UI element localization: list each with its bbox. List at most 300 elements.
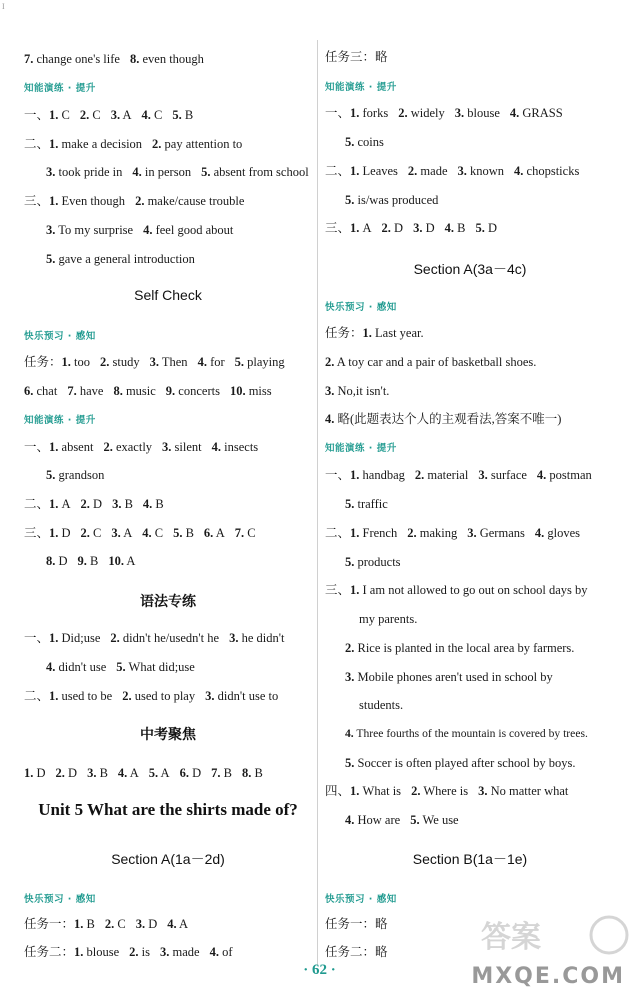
item-answer: D xyxy=(422,221,435,235)
section-heading: 中考聚焦 xyxy=(140,727,196,743)
answer-item xyxy=(129,945,150,959)
answer-item xyxy=(410,813,458,827)
answer-item xyxy=(116,660,195,674)
answer-item xyxy=(162,440,202,454)
item-answer: used to play xyxy=(131,689,196,703)
item-number: 3. xyxy=(112,497,122,511)
answer-item xyxy=(212,440,259,454)
item-number: 2. xyxy=(135,194,145,208)
item-answer: made xyxy=(169,945,200,959)
item-number: 4. xyxy=(46,660,56,674)
item-answer: French xyxy=(359,526,398,540)
item-number: 1. xyxy=(49,689,59,703)
part-prefix: 三、 xyxy=(325,221,351,235)
answer-item xyxy=(325,384,389,398)
item-number: 4. xyxy=(167,917,177,931)
answer-item xyxy=(135,194,244,208)
answer-item xyxy=(113,384,155,398)
answer-item xyxy=(345,193,438,207)
item-answer: A xyxy=(120,526,133,540)
item-number: 3. xyxy=(149,355,159,369)
item-answer: Soccer is often played after school by boys. xyxy=(354,756,576,770)
item-answer: B xyxy=(251,766,263,780)
item-number: 10. xyxy=(108,554,124,568)
answer-item xyxy=(24,384,57,398)
item-number: 3. xyxy=(110,108,121,122)
answer-item xyxy=(445,221,466,235)
item-answer: B xyxy=(181,108,194,122)
answer-line xyxy=(325,382,389,400)
item-number: 2. xyxy=(407,164,418,178)
answer-item xyxy=(345,756,576,770)
item-answer: 略(此题表达个人的主观看法,答案不唯一) xyxy=(334,412,562,426)
section-tag: 知能演练 · 提升 xyxy=(24,415,96,426)
answer-item xyxy=(49,631,100,645)
answer-item xyxy=(345,555,401,569)
item-answer: A xyxy=(124,554,136,568)
item-answer: material xyxy=(424,468,469,482)
item-answer: absent from school xyxy=(210,165,309,179)
item-answer: surface xyxy=(487,468,527,482)
item-number: 8. xyxy=(241,766,252,780)
item-answer: insects xyxy=(221,440,259,454)
item-number: 7. xyxy=(67,384,77,398)
item-number: 4. xyxy=(534,526,545,540)
part-prefix: 一、 xyxy=(24,108,50,122)
item-number: 1. xyxy=(350,106,360,120)
item-number: 6. xyxy=(179,766,189,780)
answer-item xyxy=(112,497,133,511)
item-number: 1. xyxy=(49,526,59,540)
item-number: 3. xyxy=(87,766,97,780)
answer-line xyxy=(325,782,568,800)
item-answer: B xyxy=(182,526,194,540)
answer-item xyxy=(49,137,142,151)
item-answer: C xyxy=(150,108,163,122)
part-prefix: 三、 xyxy=(24,526,50,540)
item-number: 1. xyxy=(49,137,59,151)
answer-item xyxy=(46,223,133,237)
answer-item xyxy=(535,526,580,540)
answer-item xyxy=(172,108,193,122)
item-number: 4. xyxy=(444,221,454,235)
item-answer: is xyxy=(138,945,150,959)
item-answer: music xyxy=(122,384,156,398)
item-answer: known xyxy=(466,164,505,178)
answer-item xyxy=(103,440,152,454)
answer-item xyxy=(345,727,588,740)
answer-item xyxy=(325,412,561,426)
answer-item xyxy=(235,526,256,540)
item-answer: took pride in xyxy=(55,165,123,179)
answer-item xyxy=(350,583,587,597)
item-number: 4. xyxy=(132,165,142,179)
item-number: 5. xyxy=(201,165,211,179)
item-answer: Where is xyxy=(420,784,469,798)
answer-item xyxy=(411,784,468,798)
item-answer: even though xyxy=(139,52,204,66)
item-number: 4. xyxy=(325,412,335,426)
answer-item xyxy=(210,945,233,959)
item-number: 4. xyxy=(209,945,219,959)
item-answer: GRASS xyxy=(519,106,563,120)
answer-item xyxy=(475,221,497,235)
item-number: 3. xyxy=(467,526,477,540)
item-answer: B xyxy=(86,554,99,568)
answer-item xyxy=(49,689,112,703)
answer-item xyxy=(478,468,527,482)
item-number: 1. xyxy=(49,631,59,645)
answer-item xyxy=(49,497,71,511)
answer-item xyxy=(49,194,125,208)
item-number: 2. xyxy=(80,497,90,511)
answer-item xyxy=(152,137,242,151)
item-answer: D xyxy=(484,221,497,235)
item-number: 5. xyxy=(345,555,355,569)
answer-item xyxy=(350,784,401,798)
item-answer: blouse xyxy=(83,945,120,959)
part-prefix: 任务二： xyxy=(24,945,75,959)
item-number: 7. xyxy=(234,526,245,540)
answer-item xyxy=(345,135,384,149)
item-number: 8. xyxy=(46,554,56,568)
item-answer: B xyxy=(220,766,232,780)
answer-item xyxy=(46,554,68,568)
item-answer: didn't he/usedn't he xyxy=(119,631,220,645)
item-answer: of xyxy=(218,945,233,959)
answer-item xyxy=(142,108,163,122)
item-number: 3. xyxy=(345,670,355,684)
answer-line xyxy=(46,163,309,181)
item-number: 2. xyxy=(80,526,90,540)
item-number: 10. xyxy=(229,384,246,398)
answer-line xyxy=(325,581,588,599)
answer-item xyxy=(150,355,188,369)
item-number: 2. xyxy=(398,106,408,120)
item-number: 4. xyxy=(345,727,354,740)
answer-item xyxy=(180,766,202,780)
item-number: 1. xyxy=(350,164,360,178)
item-answer: C xyxy=(89,108,101,122)
item-answer: blouse xyxy=(464,106,500,120)
item-answer: handbag xyxy=(359,468,405,482)
item-number: 3. xyxy=(325,384,335,398)
item-answer: Even though xyxy=(58,194,126,208)
item-answer: Mobile phones aren't used in school by xyxy=(354,670,553,684)
column-divider xyxy=(317,40,318,965)
item-answer: change one's life xyxy=(33,52,120,66)
item-answer: exactly xyxy=(112,440,153,454)
answer-line xyxy=(24,764,263,782)
answer-line xyxy=(24,687,278,705)
item-answer: Leaves xyxy=(359,164,398,178)
section-tag: 知能演练 · 提升 xyxy=(24,83,96,94)
item-number: 3. xyxy=(457,164,467,178)
item-answer: in person xyxy=(141,165,192,179)
watermark-text: MXQE.COM xyxy=(471,964,625,989)
answer-line xyxy=(325,353,536,371)
answer-item xyxy=(81,497,103,511)
answer-line xyxy=(24,524,256,542)
answer-item xyxy=(408,164,448,178)
item-answer: Last year. xyxy=(371,326,424,340)
item-answer: No,it isn't. xyxy=(334,384,390,398)
item-answer: coins xyxy=(354,135,384,149)
item-answer: B xyxy=(152,497,164,511)
item-answer: playing xyxy=(244,355,285,369)
item-answer: made xyxy=(417,164,448,178)
answer-line xyxy=(345,133,384,151)
answer-line xyxy=(325,104,563,122)
answer-item xyxy=(74,917,95,931)
item-answer: for xyxy=(206,355,225,369)
item-number: 1. xyxy=(61,355,71,369)
item-answer: pay attention to xyxy=(161,137,243,151)
item-answer: D xyxy=(58,526,71,540)
item-number: 2. xyxy=(100,355,110,369)
item-number: 6. xyxy=(24,384,34,398)
item-answer: make a decision xyxy=(58,137,143,151)
answer-item xyxy=(350,526,397,540)
answer-line xyxy=(345,553,401,571)
part-prefix: 二、 xyxy=(24,137,50,151)
item-number: 2. xyxy=(152,137,162,151)
answer-item xyxy=(87,766,108,780)
item-answer: B xyxy=(96,766,108,780)
item-answer: D xyxy=(89,497,103,511)
answer-item xyxy=(108,554,135,568)
item-number: 4. xyxy=(117,766,128,780)
item-answer: he didn't xyxy=(238,631,285,645)
item-number: 4. xyxy=(345,813,355,827)
answer-item xyxy=(49,108,70,122)
item-number: 7. xyxy=(24,52,34,66)
item-answer: D xyxy=(390,221,404,235)
answer-line xyxy=(46,552,135,570)
item-answer: chat xyxy=(33,384,58,398)
answer-line xyxy=(345,495,388,513)
answer-item xyxy=(413,221,435,235)
answer-item xyxy=(345,670,553,684)
item-number: 3. xyxy=(46,223,56,237)
item-number: 4. xyxy=(197,355,207,369)
item-number: 6. xyxy=(203,526,214,540)
answer-line xyxy=(345,191,438,209)
item-answer: C xyxy=(244,526,256,540)
item-answer: feel good about xyxy=(152,223,234,237)
item-answer: C xyxy=(151,526,164,540)
item-number: 2. xyxy=(407,526,417,540)
item-number: 3. xyxy=(478,468,488,482)
answer-line xyxy=(345,811,459,829)
item-answer: D xyxy=(188,766,202,780)
answer-item xyxy=(118,766,139,780)
item-number: 3. xyxy=(111,526,121,540)
page-number: · 62 · xyxy=(303,962,336,978)
answer-line xyxy=(24,438,258,456)
item-answer: Three fourths of the mountain is covered by trees. xyxy=(353,727,588,740)
answer-line xyxy=(24,135,242,153)
svg-text:答案: 答案 xyxy=(481,920,541,955)
answer-item xyxy=(67,384,103,398)
item-number: 4. xyxy=(141,108,151,122)
answer-item xyxy=(80,108,101,122)
answer-item xyxy=(105,917,126,931)
item-number: 3. xyxy=(478,784,488,798)
answer-item xyxy=(130,52,204,66)
item-number: 1. xyxy=(350,526,360,540)
item-answer: A xyxy=(359,221,372,235)
item-number: 7. xyxy=(211,766,221,780)
item-number: 2. xyxy=(345,641,355,655)
item-answer: D xyxy=(64,766,78,780)
answer-item xyxy=(350,468,405,482)
answer-item xyxy=(24,766,46,780)
item-answer: Rice is planted in the local area by farmers. xyxy=(354,641,575,655)
answer-item xyxy=(201,165,309,179)
item-number: 2. xyxy=(79,108,90,122)
answer-item xyxy=(110,631,219,645)
section-tag: 知能演练 · 提升 xyxy=(325,82,397,93)
item-answer: too xyxy=(70,355,90,369)
item-answer: C xyxy=(58,108,70,122)
answer-item xyxy=(211,766,232,780)
item-number: 3. xyxy=(162,440,172,454)
item-number: 5. xyxy=(172,108,182,122)
answer-item xyxy=(160,945,200,959)
answer-line xyxy=(325,410,561,428)
item-answer: chopsticks xyxy=(523,164,580,178)
answer-line xyxy=(325,524,580,542)
item-number: 5. xyxy=(345,135,355,149)
answer-item xyxy=(46,660,106,674)
answer-item xyxy=(325,355,536,369)
part-prefix: 一、 xyxy=(24,440,50,454)
answer-item xyxy=(350,164,398,178)
item-number: 2. xyxy=(55,766,65,780)
answer-item xyxy=(56,766,78,780)
section-tag: 快乐预习 · 感知 xyxy=(24,331,96,342)
answer-item xyxy=(363,326,424,340)
item-number: 2. xyxy=(104,917,115,931)
answer-item xyxy=(478,784,568,798)
answer-item xyxy=(46,252,195,266)
answer-item xyxy=(111,526,132,540)
item-answer: gloves xyxy=(544,526,580,540)
item-answer: have xyxy=(76,384,104,398)
answer-line xyxy=(24,106,193,124)
item-answer: gave a general introduction xyxy=(55,252,195,266)
item-answer: Germans xyxy=(476,526,525,540)
answer-item xyxy=(143,223,233,237)
answer-item xyxy=(143,497,164,511)
answer-line xyxy=(46,466,104,484)
item-answer: A xyxy=(127,766,139,780)
item-number: 4. xyxy=(514,164,524,178)
item-answer: D xyxy=(33,766,46,780)
item-number: 1. xyxy=(362,326,372,340)
item-answer: How are xyxy=(354,813,401,827)
answer-line xyxy=(46,221,233,239)
item-number: 2. xyxy=(110,631,120,645)
item-answer: make/cause trouble xyxy=(144,194,245,208)
answer-item xyxy=(407,526,457,540)
item-answer: We use xyxy=(419,813,459,827)
answer-line xyxy=(46,658,195,676)
item-number: 3. xyxy=(205,689,215,703)
item-answer: study xyxy=(109,355,140,369)
answer-item xyxy=(49,440,93,454)
part-prefix: 二、 xyxy=(24,689,50,703)
item-answer: What is xyxy=(359,784,402,798)
item-number: 3. xyxy=(454,106,465,120)
item-number: 8. xyxy=(113,384,123,398)
part-prefix: 二、 xyxy=(24,497,50,511)
answer-line xyxy=(46,250,195,268)
item-number: 3. xyxy=(135,917,146,931)
answer-item xyxy=(242,766,263,780)
section-tag: 知能演练 · 提升 xyxy=(325,443,397,454)
item-number: 2. xyxy=(325,355,335,369)
item-number: 1. xyxy=(49,497,59,511)
answer-item xyxy=(122,689,195,703)
part-prefix: 任务一： xyxy=(24,917,75,931)
item-answer: absent xyxy=(58,440,94,454)
answer-line xyxy=(24,353,285,371)
answer-item xyxy=(382,221,404,235)
answer-item xyxy=(62,355,90,369)
part-prefix: 一、 xyxy=(24,631,50,645)
item-answer: Did;use xyxy=(58,631,101,645)
part-prefix: 三、 xyxy=(325,583,351,597)
item-number: 4. xyxy=(211,440,222,454)
item-number: 1. xyxy=(74,945,84,959)
item-answer: A toy car and a pair of basketball shoes. xyxy=(334,355,537,369)
answer-line xyxy=(24,50,204,68)
section-tag: 快乐预习 · 感知 xyxy=(325,302,397,313)
answer-line: students. xyxy=(359,698,404,712)
item-number: 1. xyxy=(350,784,360,798)
item-answer: I am not allowed to go out on school days by xyxy=(359,583,588,597)
item-number: 1. xyxy=(49,194,59,208)
answer-item xyxy=(415,468,468,482)
item-number: 8. xyxy=(129,52,140,66)
item-number: 1. xyxy=(350,468,360,482)
part-prefix: 四、 xyxy=(325,784,351,798)
section-heading: Section B(1a－1e) xyxy=(412,851,528,867)
answer-item xyxy=(230,384,272,398)
item-answer: B xyxy=(83,917,95,931)
part-prefix: 一、 xyxy=(325,106,351,120)
answer-line xyxy=(325,162,579,180)
answer-item xyxy=(46,468,104,482)
section-heading: 语法专练 xyxy=(140,594,196,610)
item-number: 9. xyxy=(77,554,87,568)
item-number: 5. xyxy=(148,766,159,780)
answer-line xyxy=(345,639,574,657)
answer-line xyxy=(345,668,553,686)
answer-item xyxy=(235,355,285,369)
item-number: 3. xyxy=(413,221,423,235)
answer-item xyxy=(24,52,120,66)
answer-item xyxy=(142,526,163,540)
item-answer: postman xyxy=(546,468,592,482)
part-prefix: 三、 xyxy=(24,194,50,208)
answer-line xyxy=(345,725,588,743)
answer-item xyxy=(198,355,225,369)
answer-line xyxy=(325,219,497,237)
item-number: 5. xyxy=(46,468,56,482)
